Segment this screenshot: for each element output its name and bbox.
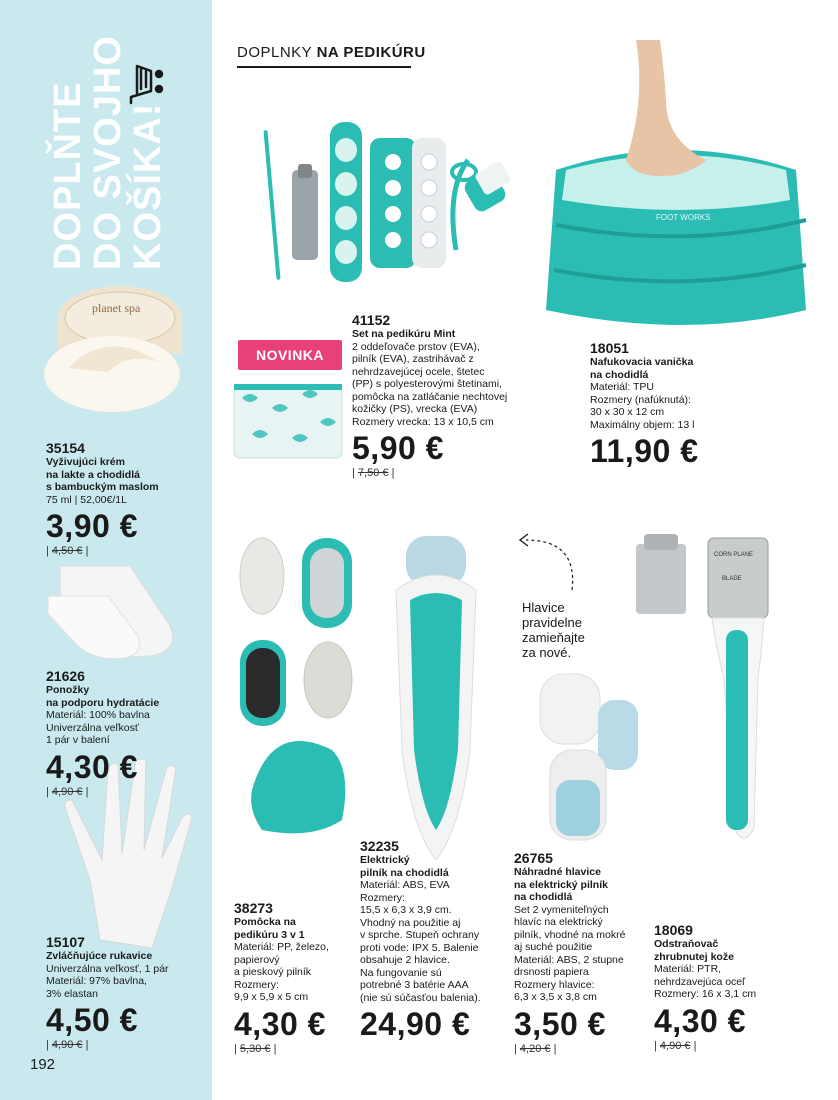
product-price: 4,50 € [46, 1002, 138, 1038]
product-code: 41152 [352, 312, 391, 328]
product-code: 38273 [234, 900, 273, 916]
old-price-suffix: | [690, 1039, 697, 1052]
product-35154[interactable] [46, 440, 211, 558]
product-price: 3,50 € [514, 1005, 606, 1042]
product-name: Nafukovacia vanička na chodidlá [590, 356, 694, 381]
corn-plane-image [626, 530, 776, 850]
product-price: 3,90 € [46, 508, 138, 544]
corn-plane-label: CORN PLANE [714, 552, 754, 558]
old-price-prefix: | [46, 1039, 52, 1051]
old-price-prefix: | [46, 545, 52, 557]
section-underline [237, 66, 411, 68]
page-number: 192 [30, 1056, 56, 1073]
product-desc: 2 oddeľovače prstov (EVA), pilník (EVA), zastrihávač z nehrdzavejúcej ocele, štetec (PP) s polyesterovými štetinami, pomôcka na zatláčanie nechtovej kožičky (PS), vrecka (EVA) Rozmery vrecka: 13 x 10,5 cm [352, 340, 508, 428]
old-price-prefix: | [46, 785, 52, 798]
old-price-suffix: | [388, 467, 395, 479]
product-desc: Materiál: PP, železo, papierový a pieskový pilník Rozmery: 9,9 x 5,9 x 5 cm [234, 941, 329, 1003]
product-26765[interactable] [514, 850, 644, 1055]
product-name: Náhradné hlavice na elektrický pilník na chodidlá [514, 866, 608, 903]
old-price-prefix: | [352, 467, 358, 479]
product-code: 21626 [46, 668, 85, 684]
product-price: 24,90 € [360, 1006, 471, 1042]
section-title-regular: DOPLNKY [237, 44, 317, 61]
headline-line-2: DO SVOJHO [87, 35, 129, 270]
section-title [237, 44, 426, 61]
product-18051[interactable] [590, 340, 770, 468]
old-price-prefix: | [654, 1039, 660, 1052]
old-price-suffix: | [82, 545, 89, 557]
product-desc: 75 ml | 52,00€/1L [46, 493, 127, 506]
product-code: 26765 [514, 850, 553, 866]
product-desc: Materiál: TPU Rozmery (nafúknutá): 30 x 30 x 12 cm Maximálny objem: 13 l [590, 381, 695, 431]
product-name: Ponožky na podporu hydratácie [46, 684, 160, 709]
product-desc: Set 2 vymeniteľných hlavíc na elektrický pilník, vhodné na mokré aj suché použitie Materiál: ABS, 2 stupne drsnosti papiera Rozmery hlavice: 6,3 x 3,5 x 3,8 cm [514, 903, 626, 1003]
product-name: Vyživujúci krém na lakte a chodidlá s bambuckým maslom [46, 456, 159, 493]
note-arrow [510, 528, 586, 598]
old-price-value: 4,90 € [659, 1039, 691, 1052]
product-price: 11,90 € [590, 433, 699, 469]
pedicure-pouch-image [232, 378, 344, 460]
foot-works-label: FOOT WORKS [656, 213, 711, 222]
product-price: 4,30 € [46, 748, 138, 785]
old-price-value: 4,50 € [51, 545, 83, 557]
product-desc: Univerzálna veľkosť, 1 pár Materiál: 97% bavlna, 3% elastan [46, 962, 169, 1000]
old-price-value: 4,20 € [519, 1042, 551, 1055]
product-old-price [46, 545, 211, 558]
product-old-price [352, 467, 542, 480]
cream-brand-label: planet spa [92, 301, 141, 315]
product-name: Odstraňovač zhrubnutej kože [654, 938, 734, 963]
electric-file-image [380, 530, 490, 860]
product-15107[interactable] [46, 934, 211, 1052]
old-price-prefix: | [514, 1042, 520, 1055]
product-41152[interactable] [352, 312, 542, 480]
product-old-price [654, 1040, 794, 1053]
pedicure-3in1-image [232, 530, 362, 860]
product-name: Zvláčňujúce rukavice [46, 950, 153, 962]
product-old-price [46, 1039, 211, 1052]
product-old-price [514, 1043, 644, 1056]
product-old-price [46, 786, 211, 799]
product-name: Set na pedikúru Mint [352, 328, 456, 340]
product-code: 15107 [46, 934, 85, 950]
product-price: 4,30 € [234, 1005, 326, 1042]
old-price-suffix: | [270, 1042, 277, 1055]
old-price-value: 5,30 € [239, 1042, 271, 1055]
old-price-suffix: | [82, 1039, 89, 1051]
old-price-value: 4,90 € [51, 785, 83, 798]
foot-bath-image [536, 40, 836, 330]
product-38273[interactable] [234, 900, 364, 1055]
section-title-bold: NA PEDIKÚRU [316, 44, 426, 61]
product-code: 18069 [654, 922, 693, 938]
socks-image [40, 556, 190, 666]
product-old-price [234, 1043, 364, 1056]
product-code: 35154 [46, 440, 85, 456]
headline-line-1: DOPLŇTE [47, 81, 89, 270]
product-name: Elektrický pilník na chodidlá [360, 854, 449, 879]
new-badge: NOVINKA [238, 340, 342, 370]
shopping-cart-icon[interactable] [126, 58, 168, 110]
product-name: Pomôcka na pedikúru 3 v 1 [234, 916, 305, 941]
replacement-note: Hlavice pravidelne zamieňajte za nové. [522, 600, 585, 660]
old-price-suffix: | [550, 1042, 557, 1055]
product-desc: Materiál: ABS, EVA Rozmery: 15,5 x 6,3 x 3,9 cm. Vhodný na použitie aj v sprche. Stupeň ochrany proti vode: IPX 5. Balenie obsahuje 2 hlavice. Na fungovanie sú potrebné 3 batérie AAA (nie sú súčasťou balenia). [360, 879, 481, 1004]
product-price: 4,30 € [654, 1002, 746, 1039]
product-32235[interactable] [360, 838, 500, 1041]
product-desc: Materiál: PTR, nehrdzavejúca oceľ Rozmery: 16 x 3,1 cm [654, 963, 757, 1000]
cream-jar-image [28, 278, 188, 428]
old-price-value: 7,50 € [357, 467, 389, 479]
old-price-value: 4,90 € [51, 1039, 83, 1051]
old-price-suffix: | [82, 785, 89, 798]
product-code: 32235 [360, 838, 399, 854]
product-21626[interactable] [46, 668, 211, 798]
product-18069[interactable] [654, 922, 794, 1052]
headline-line-3: KOŠÍKA! [127, 102, 169, 270]
pedicure-set-tools-image [232, 110, 512, 290]
blade-label: BLADE [722, 576, 742, 582]
product-desc: Materiál: 100% bavlna Univerzálna veľkosť 1 pár v balení [46, 709, 150, 746]
old-price-prefix: | [234, 1042, 240, 1055]
product-price: 5,90 € [352, 430, 444, 466]
product-code: 18051 [590, 340, 629, 356]
